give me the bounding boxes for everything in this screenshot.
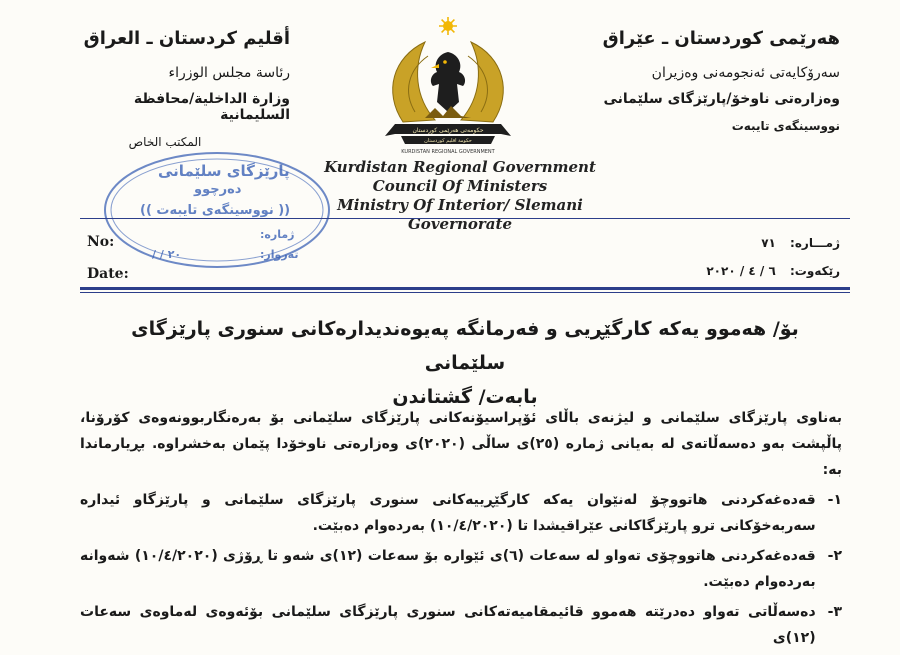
list-item [80,487,842,539]
list-item-number: ١- [827,492,842,508]
reference-number-value: ٧١ [761,236,776,250]
header-divider [80,218,850,219]
reference-number-row [640,236,840,250]
list-item-text: دەسەڵاتی تەواو دەدرێتە هەموو قائیمقامیەتەکانی سنوری پارێزگای سلێمانی بۆئەوەی لەماوەی سەعات (١٢)ی [80,604,816,646]
stamp-line1: پارێزگای سلێمانی [158,162,290,180]
header-english-line2: Council Of Ministers [372,177,548,195]
reference-divider-thin [80,292,850,293]
list-item-number: ٢- [827,548,842,564]
header-kurdish-region: هەرێمی کوردستان ـ عێراق [602,28,840,49]
subject-block [90,312,840,414]
header-english-line1: Kurdistan Regional Government [324,158,596,176]
list-item [80,599,842,651]
header-arabic-council: رئاسة مجلس الوزراء [168,65,290,81]
no-label: No: [87,234,115,250]
header-kurdish-council: سەرۆکایەتی ئەنجومەنی وەزیران [651,65,840,81]
stamp-date-label: تەروار: [260,248,299,261]
header-arabic-office: المكتب الخاص [128,135,202,149]
reference-kurdish [640,236,840,292]
header-kurdish-ministry: وەزارەتی ناوخۆ/پارێزگای سلێمانی [603,91,840,107]
krg-emblem [373,12,523,162]
emblem-caption-en: KURDISTAN REGIONAL GOVERNMENT [401,149,495,155]
reference-number-label: ژمـــارە: [790,236,840,250]
list-item [80,543,842,595]
header-arabic-ministry: وزارة الداخلية/محافظة السليمانية [133,91,290,123]
header-arabic [80,28,290,149]
header-english-line3: Ministry Of Interior/ Slemani Governorate [337,196,583,233]
body-intro: بەناوی پارێزگای سلێمانی و لیژنەی باڵای ئۆپراسیۆنەکانی پارێزگای سلێمانی بۆ بەرەنگاربوونەوەی کۆرۆنا، پاڵپشت بەو دەسەڵاتەی لە بەیانی ژمارە (٢٥)ی ساڵی (٢٠٢٠)ی وەزارەتی ناوخۆدا پێمان بەخشراوە. بڕیارماندا بە: [80,410,843,478]
list-item-text: قەدەغەکردنی هاتووچۆی تەواو لە سەعات (٦)ی ئێوارە بۆ سەعات (١٢)ی شەو تا ڕۆژی (١٠/٤/٢٠٢٠) شەوانە بەردەوام دەبێت. [80,548,816,590]
stamp-number-label: ژمارە: [260,228,295,241]
office-stamp [100,148,335,273]
stamp-line3: (( نووسینگەی تایبەت )) [140,203,291,218]
eagle-emblem-icon [373,12,523,162]
header-kurdish-office: نووسینگەی تایبەت [731,119,840,133]
date-label: Date: [87,266,129,282]
emblem-caption-ku: حکومەتی هەرێمی کوردستان [412,127,484,134]
list-item-number: ٣- [827,604,842,620]
reference-divider-thick [80,287,850,290]
reference-date-label: رێکەوت: [790,264,840,278]
stamp-line2: دەرچوو [194,182,242,197]
header-english [300,158,620,234]
subject-topic: بابەت/ گشتاندن [392,386,538,408]
reference-date-row [640,264,840,278]
reference-date-value: ٦ / ٤ / ٢٠٢٠ [706,264,776,278]
emblem-caption-ar: حكومة اقليم كوردستان [424,138,472,144]
letter-body [80,405,842,655]
subject-recipient: بۆ/ هەموو یەکە کارگێڕیی و فەرمانگە پەیوەندیدارەکانی سنوری پارێزگای سلێمانی [131,318,799,374]
stamp-date-value: ٢٠ / / [152,248,182,261]
header-kurdish [580,28,840,133]
list-item-text: قەدەغەکردنی هاتووچۆ لەنێوان یەکە کارگێڕییەکانی سنوری پارێزگای سلێمانی و پارێزگاو ئیدارە سەربەخۆکانی ترو پارێزگاکانی عێراقیشدا تا (١٠/٤/٢٠٢٠) بەردەوام دەبێت. [80,492,816,534]
header-arabic-region: أقليم كردستان ـ العراق [83,28,290,49]
